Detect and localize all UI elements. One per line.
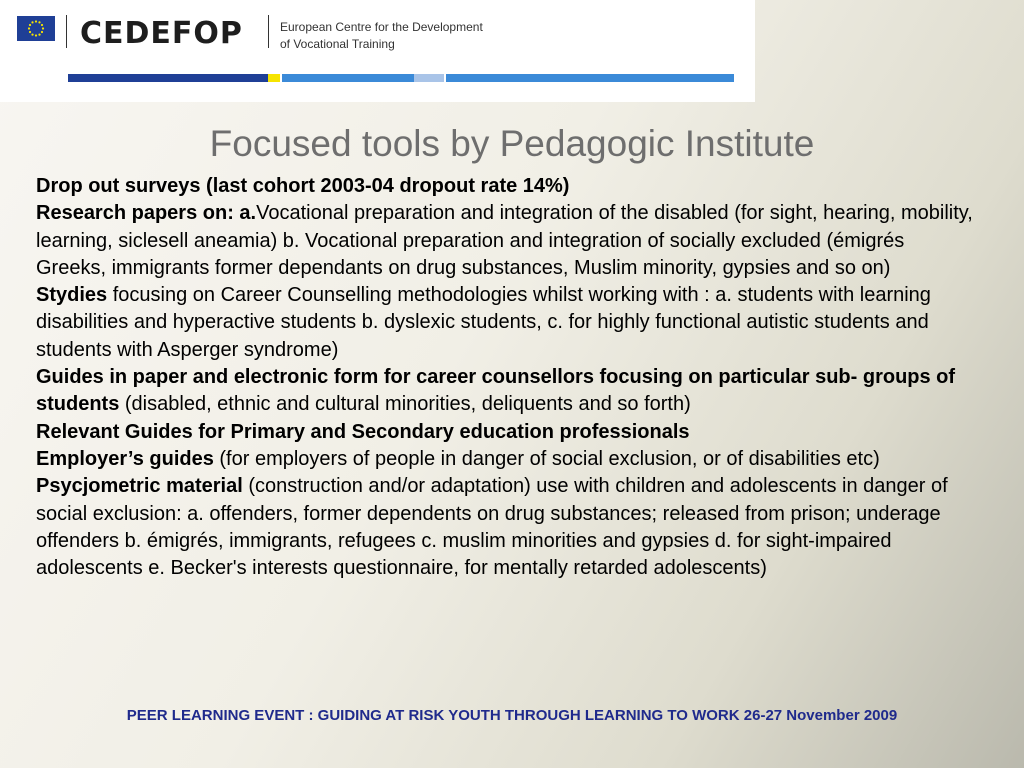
org-name-line2: of Vocational Training — [280, 37, 395, 51]
stripe-dark-blue — [68, 74, 268, 82]
item-heading: Relevant Guides for Primary and Secondary education professionals — [36, 420, 690, 443]
item-text: (construction and/or adaptation) use with children and adolescents in danger of social exclusion: a. offenders, former dependents on drug substances; released from prison; underage offenders b. émigrés, immigrants, refugees c. muslim minorities and gypsies d. for sight-impaired adolescents e. Becker's interests questionnaire, for mentally retarded adolescents) — [36, 475, 948, 580]
item-text: (for employers of people in danger of social exclusion, or of disabilities etc) — [213, 447, 880, 470]
item-heading: Stydies — [36, 284, 108, 307]
header-banner — [0, 0, 755, 102]
list-item — [36, 446, 976, 473]
logo-divider — [66, 15, 67, 48]
slide-title: Focused tools by Pedagogic Institute — [209, 123, 815, 164]
eu-flag-icon — [17, 16, 55, 41]
item-heading: Psycjometric material — [36, 475, 243, 498]
stripe-yellow — [268, 74, 280, 82]
list-item — [36, 282, 976, 364]
slide-footer: PEER LEARNING EVENT : GUIDING AT RISK YOUTH THROUGH LEARNING TO WORK 26-27 November 2009 — [126, 707, 898, 724]
list-item — [36, 419, 976, 446]
org-name-line1: European Centre for the Development — [280, 20, 483, 34]
cedefop-logo: CEDEFOP — [80, 16, 243, 51]
org-divider — [268, 15, 269, 48]
item-heading: Drop out surveys (last cohort 2003-04 dropout rate 14%) — [36, 175, 570, 197]
stripe-blue — [282, 74, 414, 82]
list-item — [36, 473, 976, 582]
stripe-blue-right — [446, 74, 734, 82]
list-item — [36, 200, 976, 282]
item-heading: Research papers on: a. — [36, 202, 257, 225]
item-text: (disabled, ethnic and cultural minorities, deliquents and so forth) — [119, 393, 691, 416]
item-text: Vocational preparation and integration of the disabled (for sight, hearing, mobility, learning, siclesell aneamia) b. Vocational preparation and integration of socially excluded (émigrés Greeks, immigrants former dependants on drug substances, Muslim minority, gypsies and so on) — [36, 202, 973, 279]
slide-content — [36, 173, 976, 582]
item-heading: Employer’s guides — [36, 447, 214, 470]
organization-name — [280, 19, 483, 53]
stripe-light-blue — [414, 74, 444, 82]
list-item — [36, 364, 976, 419]
item-heading: Guides in paper and electronic form for career counsellors focusing on particular sub- groups of students — [36, 366, 956, 416]
item-text: focusing on Career Counselling methodologies whilst working with : a. students with learning disabilities and hyperactive students b. dyslexic students, c. for highly functional autistic students and students with Asperger syndrome) — [36, 284, 931, 361]
list-item — [36, 173, 976, 200]
